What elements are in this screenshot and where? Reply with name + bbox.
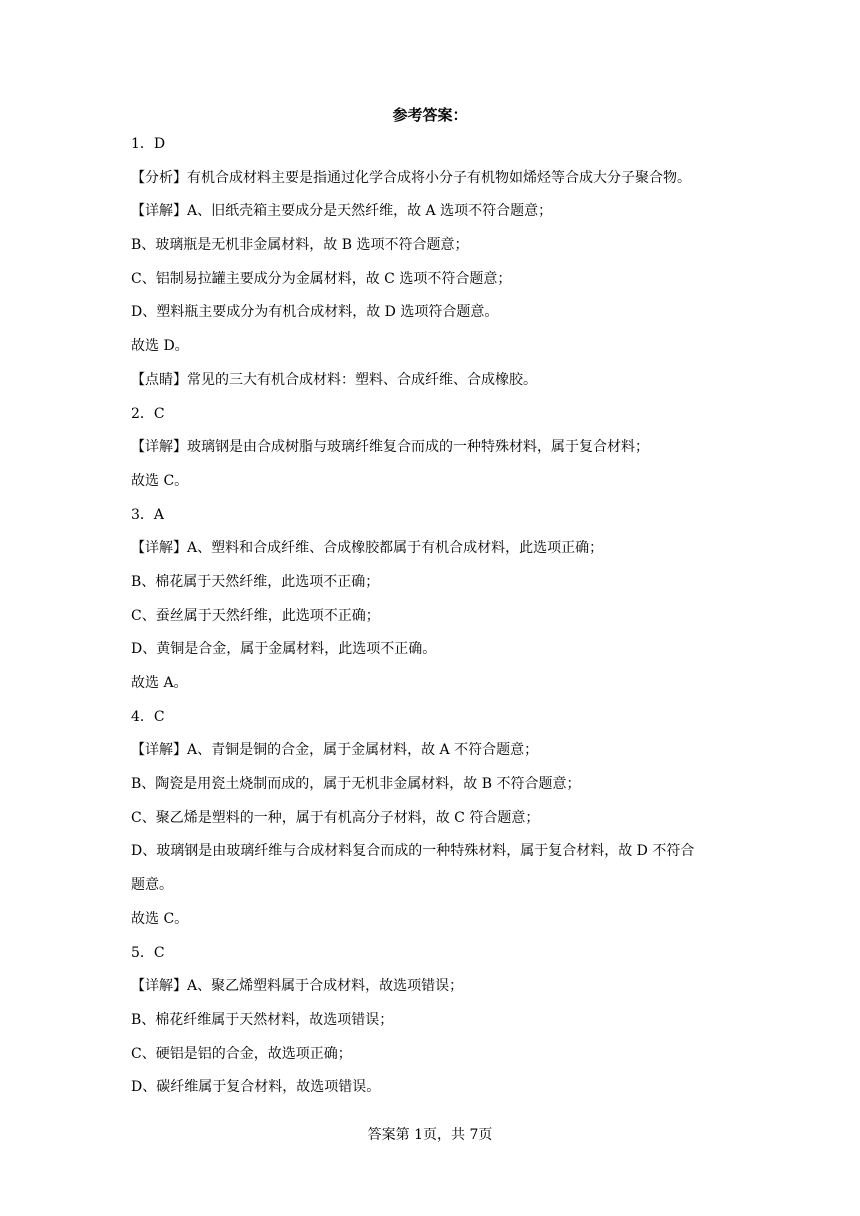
page-title: 参考答案： [392,106,468,124]
text-line: C、蚕丝属于天然纤维，此选项不正确； [131,607,380,624]
text-line: D、塑料瓶主要成分为有机合成材料，故 D 选项符合题意。 [131,304,499,321]
text-line: D、玻璃钢是由玻璃纤维与合成材料复合而成的一种特殊材料，属于复合材料，故 D 不符合 [131,843,695,860]
text-line: 【详解】玻璃钢是由合成树脂与玻璃纤维复合而成的一种特殊材料，属于复合材料； [131,439,649,456]
text-line: B、棉花属于天然纤维，此选项不正确； [131,573,380,590]
text-line: 5．C [131,944,165,961]
text-line: 1．D [131,136,166,152]
text-line: D、黄铜是合金，属于金属材料，此选项不正确。 [131,641,437,658]
text-line: B、陶瓷是用瓷土烧制而成的，属于无机非金属材料，故 B 不符合题意； [131,776,581,793]
text-line: 故选 A。 [131,675,188,691]
text-line: 【点睛】常见的三大有机合成材料：塑料、合成纤维、合成橡胶。 [131,371,537,388]
text-line: 【详解】A、聚乙烯塑料属于合成材料，故选项错误； [131,978,464,995]
text-line: B、玻璃瓶是无机非金属材料，故 B 选项不符合题意； [131,237,469,254]
text-line: C、硬铝是铝的合金，故选项正确； [131,1045,352,1062]
text-line: 【分析】有机合成材料主要是指通过化学合成将小分子有机物如烯烃等合成大分子聚合物。 [131,169,691,186]
text-line: 【详解】A、塑料和合成纤维、合成橡胶都属于有机合成材料，此选项正确； [131,540,604,557]
text-line: 2．C [131,405,165,422]
text-line: 故选 D。 [131,338,189,355]
text-line: C、聚乙烯是塑料的一种，属于有机高分子材料，故 C 符合题意； [131,809,540,826]
text-line: 【详解】A、青铜是铜的合金，属于金属材料，故 A 不符合题意； [131,742,539,759]
page-footer: 答案第 1页，共 7页 [367,1127,493,1143]
text-line: 故选 C。 [131,910,189,927]
text-line: 4．C [131,708,165,725]
text-line: 3．A [131,506,165,523]
text-line: 题意。 [131,877,173,894]
text-line: 【详解】A、旧纸壳箱主要成分是天然纤维，故 A 选项不符合题意； [131,203,553,220]
text-line: B、棉花纤维属于天然材料，故选项错误； [131,1011,394,1028]
text-line: D、碳纤维属于复合材料，故选项错误。 [131,1079,381,1096]
text-line: C、铝制易拉罐主要成分为金属材料，故 C 选项不符合题意； [131,270,512,287]
text-line: 故选 C。 [131,472,189,489]
answer-content [131,128,731,1105]
